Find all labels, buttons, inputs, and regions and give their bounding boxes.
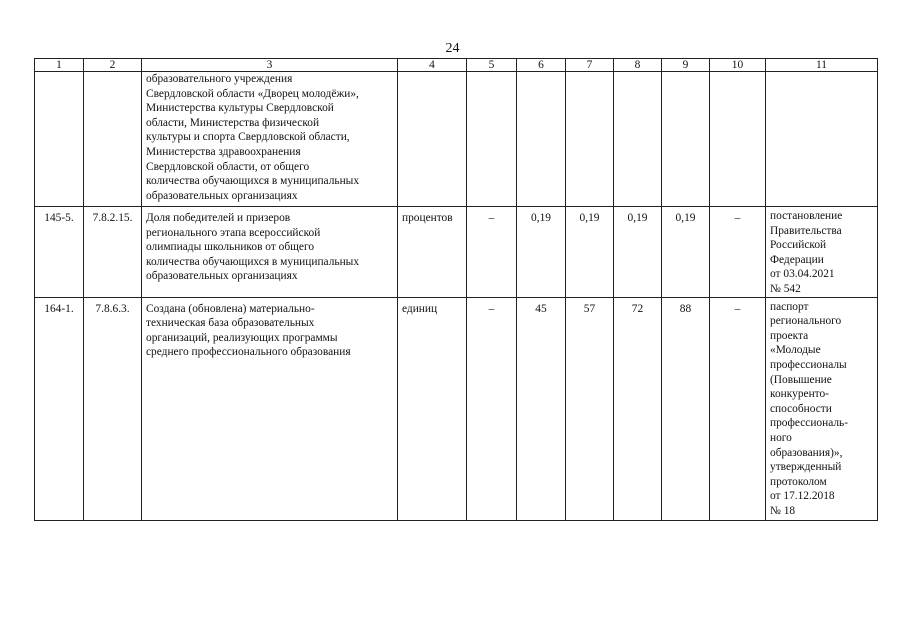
value-cell-col6 — [517, 72, 566, 207]
value-cell-col9 — [662, 72, 710, 207]
value-cell-col10: – — [710, 297, 766, 520]
value-cell-col6: 45 — [517, 297, 566, 520]
source-document-cell: постановление Правительства Российской Федерации от 03.04.2021 № 542 — [766, 207, 878, 298]
column-header-9: 9 — [662, 59, 710, 72]
indicators-table — [34, 58, 878, 521]
column-header-10: 10 — [710, 59, 766, 72]
header-row — [35, 59, 878, 72]
item-code-cell: 7.8.6.3. — [84, 297, 142, 520]
value-cell-col7: 0,19 — [566, 207, 614, 298]
column-header-1: 1 — [35, 59, 84, 72]
table-row — [35, 207, 878, 298]
item-code-cell — [84, 72, 142, 207]
row-number-cell: 145-5. — [35, 207, 84, 298]
row-number-cell — [35, 72, 84, 207]
value-cell-col5 — [467, 72, 517, 207]
value-cell-col10: – — [710, 207, 766, 298]
unit-cell — [398, 72, 467, 207]
column-header-8: 8 — [614, 59, 662, 72]
value-cell-col5: – — [467, 297, 517, 520]
unit-cell: единиц — [398, 297, 467, 520]
source-document-cell: паспорт регионального проекта «Молодые профессионалы (Повышение конкуренто- способности профессиональ- ного образования)», утвержденный протоколом от 17.12.2018 № 18 — [766, 297, 878, 520]
indicator-name-cell: Создана (обновлена) материально- техническая база образовательных организаций, реализующих программы среднего профессионального образования — [142, 297, 398, 520]
value-cell-col6: 0,19 — [517, 207, 566, 298]
column-header-3: 3 — [142, 59, 398, 72]
column-header-5: 5 — [467, 59, 517, 72]
page-number: 24 — [445, 41, 460, 56]
value-cell-col8 — [614, 72, 662, 207]
column-header-2: 2 — [84, 59, 142, 72]
value-cell-col9: 0,19 — [662, 207, 710, 298]
column-header-11: 11 — [766, 59, 878, 72]
value-cell-col5: – — [467, 207, 517, 298]
column-header-7: 7 — [566, 59, 614, 72]
source-document-cell — [766, 72, 878, 207]
indicator-name-cell: Доля победителей и призеров регионального этапа всероссийской олимпиады школьников от общего количества обучающихся в муниципальных образовательных организациях — [142, 207, 398, 298]
unit-cell: процентов — [398, 207, 467, 298]
value-cell-col8: 0,19 — [614, 207, 662, 298]
row-number-cell: 164-1. — [35, 297, 84, 520]
value-cell-col7 — [566, 72, 614, 207]
value-cell-col10 — [710, 72, 766, 207]
value-cell-col9: 88 — [662, 297, 710, 520]
table-row — [35, 297, 878, 520]
table-row — [35, 72, 878, 207]
value-cell-col7: 57 — [566, 297, 614, 520]
column-header-6: 6 — [517, 59, 566, 72]
column-header-4: 4 — [398, 59, 467, 72]
value-cell-col8: 72 — [614, 297, 662, 520]
item-code-cell: 7.8.2.15. — [84, 207, 142, 298]
indicator-name-cell: образовательного учреждения Свердловской области «Дворец молодёжи», Министерства культуры Свердловской области, Министерства физической культуры и спорта Свердловской области, Министерства здравоохранения Свердловской области, от общего количества обучающихся в муниципальных образовательных организациях — [142, 72, 398, 207]
